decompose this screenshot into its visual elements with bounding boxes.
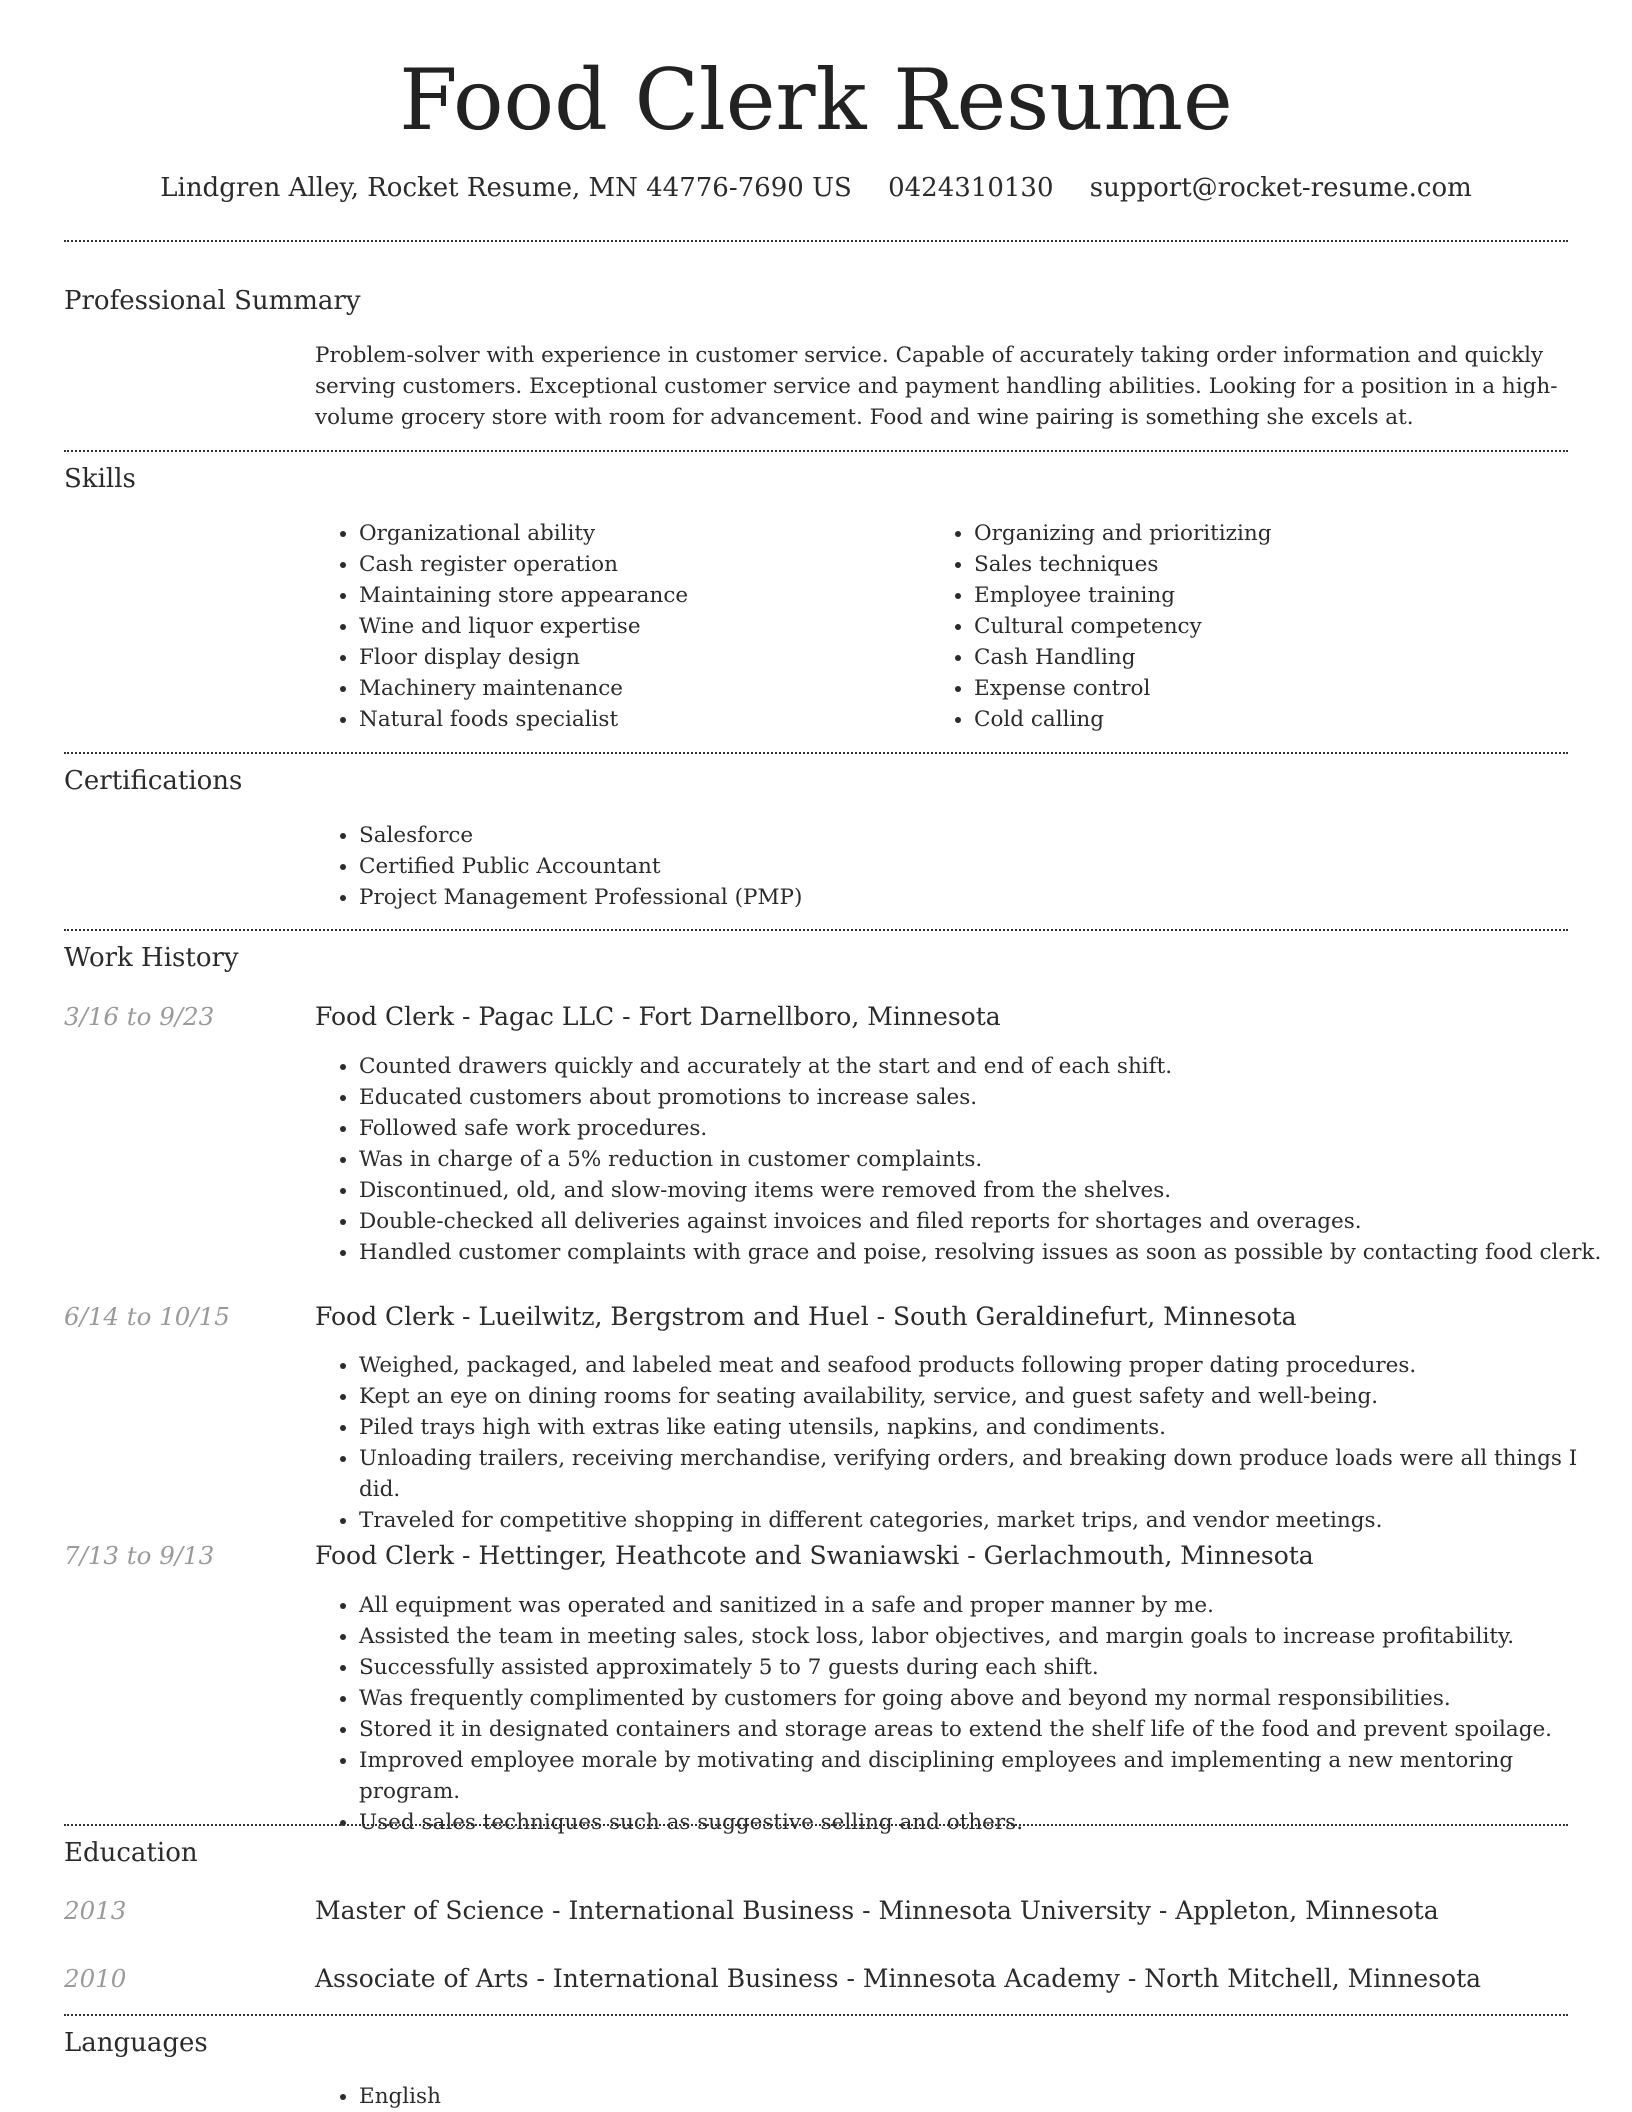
job-bullet: • Counted drawers quickly and accurately at the start and end of each shift.: [359, 1051, 1612, 1082]
skill-item: • Employee training: [974, 580, 1574, 611]
divider: [64, 1824, 1568, 1826]
skills-list-right: [930, 518, 1574, 735]
skill-item: • Cultural competency: [974, 611, 1574, 642]
section-title-summary: Professional Summary: [64, 286, 361, 316]
job-bullet: • Improved employee morale by motivating and disciplining employees and implementing a new mentoring program.: [359, 1745, 1612, 1807]
job-bullet: • Stored it in designated containers and storage areas to extend the shelf life of the food and prevent spoilage.: [359, 1714, 1612, 1745]
job-bullet: • Successfully assisted approximately 5 to 7 guests during each shift.: [359, 1652, 1612, 1683]
skills-list-left: [315, 518, 919, 735]
job-bullets: [315, 1350, 1612, 1536]
job-dates: 6/14 to 10/15: [64, 1302, 230, 1331]
divider: [64, 450, 1568, 452]
section-title-skills: Skills: [64, 464, 136, 494]
skill-item: • Machinery maintenance: [359, 673, 919, 704]
skill-item: • Cold calling: [974, 704, 1574, 735]
section-title-languages: Languages: [64, 2028, 208, 2058]
divider: [64, 2014, 1568, 2016]
contact-address: Lindgren Alley, Rocket Resume, MN 44776-7690 US: [160, 173, 852, 203]
divider: [64, 752, 1568, 754]
skill-item: • Organizational ability: [359, 518, 919, 549]
job-bullet: • Handled customer complaints with grace and poise, resolving issues as soon as possible by contacting food clerk.: [359, 1237, 1612, 1268]
skill-item: • Maintaining store appearance: [359, 580, 919, 611]
job-dates: 7/13 to 9/13: [64, 1541, 215, 1570]
skill-item: • Natural foods specialist: [359, 704, 919, 735]
contact-phone: 0424310130: [888, 173, 1054, 203]
education-entry: Master of Science - International Business - Minnesota University - Appleton, Minnesota: [315, 1896, 1439, 1925]
job-bullet: • Was in charge of a 5% reduction in customer complaints.: [359, 1144, 1612, 1175]
certification-item: • Project Management Professional (PMP): [359, 882, 1559, 913]
job-title: Food Clerk - Hettinger, Heathcote and Swaniawski - Gerlachmouth, Minnesota: [315, 1541, 1314, 1570]
skill-item: • Cash Handling: [974, 642, 1574, 673]
skill-item: • Wine and liquor expertise: [359, 611, 919, 642]
languages-list: [315, 2081, 959, 2112]
skill-item: • Floor display design: [359, 642, 919, 673]
job-bullet: • Piled trays high with extras like eating utensils, napkins, and condiments.: [359, 1412, 1612, 1443]
education-entry: Associate of Arts - International Business - Minnesota Academy - North Mitchell, Minnesota: [315, 1964, 1482, 1993]
education-year: 2010: [64, 1964, 127, 1993]
page-title: Food Clerk Resume: [399, 51, 1233, 149]
contact-email: support@rocket-resume.com: [1089, 173, 1472, 203]
section-title-work: Work History: [64, 943, 239, 973]
job-dates: 3/16 to 9/23: [64, 1002, 215, 1031]
divider: [64, 929, 1568, 931]
divider: [64, 240, 1568, 242]
job-title: Food Clerk - Pagac LLC - Fort Darnellboro, Minnesota: [315, 1002, 1001, 1031]
certification-item: • Certified Public Accountant: [359, 851, 1559, 882]
summary-text: Problem-solver with experience in customer service. Capable of accurately taking order information and quickly serving customers. Exceptional customer service and payment handling abilities. Looking for a position in a high-volume grocery store with room for advancement. Food and wine pairing is something she excels at.: [315, 343, 1558, 430]
contact-line: [0, 170, 1632, 206]
job-bullet: • Educated customers about promotions to increase sales.: [359, 1082, 1612, 1113]
skill-item: • Expense control: [974, 673, 1574, 704]
job-bullets: [315, 1590, 1612, 1838]
education-year: 2013: [64, 1896, 127, 1925]
job-bullet: • Weighed, packaged, and labeled meat and seafood products following proper dating procedures.: [359, 1350, 1612, 1381]
job-bullet: • Discontinued, old, and slow-moving items were removed from the shelves.: [359, 1175, 1612, 1206]
job-bullets: [315, 1051, 1612, 1268]
section-title-certifications: Certifications: [64, 766, 243, 796]
job-bullet: • Double-checked all deliveries against invoices and filed reports for shortages and overages.: [359, 1206, 1612, 1237]
certification-item: • Salesforce: [359, 820, 1559, 851]
certifications-list: [315, 820, 1559, 913]
section-title-education: Education: [64, 1838, 198, 1868]
job-bullet: • Unloading trailers, receiving merchandise, verifying orders, and breaking down produce loads were all things I did.: [359, 1443, 1612, 1505]
job-bullet: • Kept an eye on dining rooms for seating availability, service, and guest safety and well-being.: [359, 1381, 1612, 1412]
language-item: • English: [359, 2081, 959, 2112]
job-bullet: • Used sales techniques such as suggestive selling and others.: [359, 1807, 1612, 1838]
job-bullet: • Assisted the team in meeting sales, stock loss, labor objectives, and margin goals to increase profitability.: [359, 1621, 1612, 1652]
skill-item: • Sales techniques: [974, 549, 1574, 580]
job-bullet: • Followed safe work procedures.: [359, 1113, 1612, 1144]
skill-item: • Cash register operation: [359, 549, 919, 580]
job-bullet: • All equipment was operated and sanitized in a safe and proper manner by me.: [359, 1590, 1612, 1621]
job-title: Food Clerk - Lueilwitz, Bergstrom and Huel - South Geraldinefurt, Minnesota: [315, 1302, 1297, 1331]
job-bullet: • Traveled for competitive shopping in different categories, market trips, and vendor meetings.: [359, 1505, 1612, 1536]
skill-item: • Organizing and prioritizing: [974, 518, 1574, 549]
job-bullet: • Was frequently complimented by customers for going above and beyond my normal responsibilities.: [359, 1683, 1612, 1714]
